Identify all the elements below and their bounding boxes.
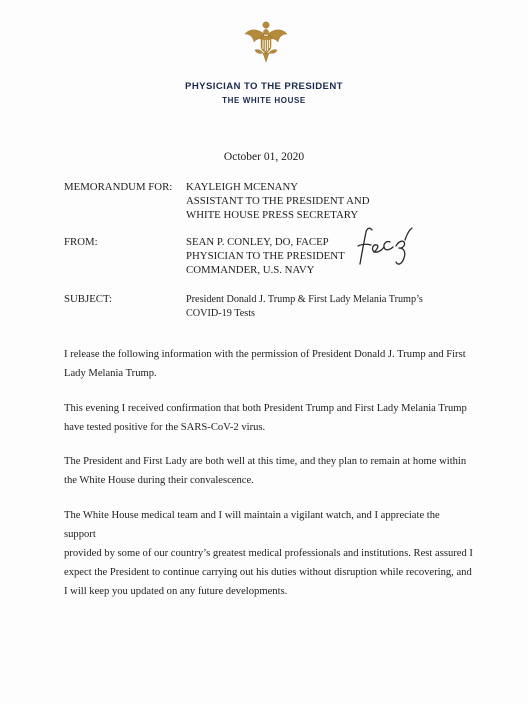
eagle-seal-icon	[243, 20, 289, 66]
body-line: This evening I received confirmation that both President Trump and First Lady Melania Trump	[64, 403, 467, 414]
body-paragraph-3	[64, 452, 474, 490]
body-line: have tested positive for the SARS-CoV-2 virus.	[64, 422, 266, 433]
letterhead-title: PHYSICIAN TO THE PRESIDENT	[185, 81, 343, 92]
memo-subject-line-2: COVID-19 Tests	[186, 308, 255, 319]
memo-subject-line-1: President Donald J. Trump & First Lady Melania Trump’s	[186, 294, 423, 305]
memo-date: October 01, 2020	[223, 151, 305, 163]
body-paragraph-4	[64, 506, 474, 601]
body-line: I will keep you updated on any future developments.	[64, 586, 288, 597]
body-line: The President and First Lady are both well at this time, and they plan to remain at home within	[64, 456, 467, 467]
memo-for-line-2: ASSISTANT TO THE PRESIDENT AND	[186, 195, 370, 207]
body-line: the White House during their convalescence.	[64, 475, 254, 486]
handwritten-signature-icon	[354, 222, 414, 268]
body-paragraph-2	[64, 399, 474, 437]
memo-for-line-3: WHITE HOUSE PRESS SECRETARY	[186, 209, 359, 221]
memo-for-label: MEMORANDUM FOR:	[64, 181, 173, 193]
memo-subject-label: SUBJECT:	[64, 293, 113, 305]
memo-for-line-1: KAYLEIGH MCENANY	[186, 181, 299, 193]
body-line: provided by some of our country’s greatest medical professionals and institutions. Rest assured I	[64, 548, 473, 559]
memo-from-line-1: SEAN P. CONLEY, DO, FACEP	[186, 236, 329, 248]
body-paragraph-1	[64, 345, 474, 383]
body-line: I release the following information with the permission of President Donald J. Trump and First	[64, 349, 466, 360]
memo-from-line-2: PHYSICIAN TO THE PRESIDENT	[186, 250, 345, 262]
body-line: The White House medical team and I will maintain a vigilant watch, and I appreciate the support	[64, 510, 440, 540]
memo-from-line-3: COMMANDER, U.S. NAVY	[186, 264, 315, 276]
letterhead-subtitle: THE WHITE HOUSE	[222, 96, 306, 105]
body-line: expect the President to continue carrying out his duties without disruption while recovering, and	[64, 567, 472, 578]
memo-from-label: FROM:	[64, 236, 98, 248]
body-line: Lady Melania Trump.	[64, 368, 157, 379]
